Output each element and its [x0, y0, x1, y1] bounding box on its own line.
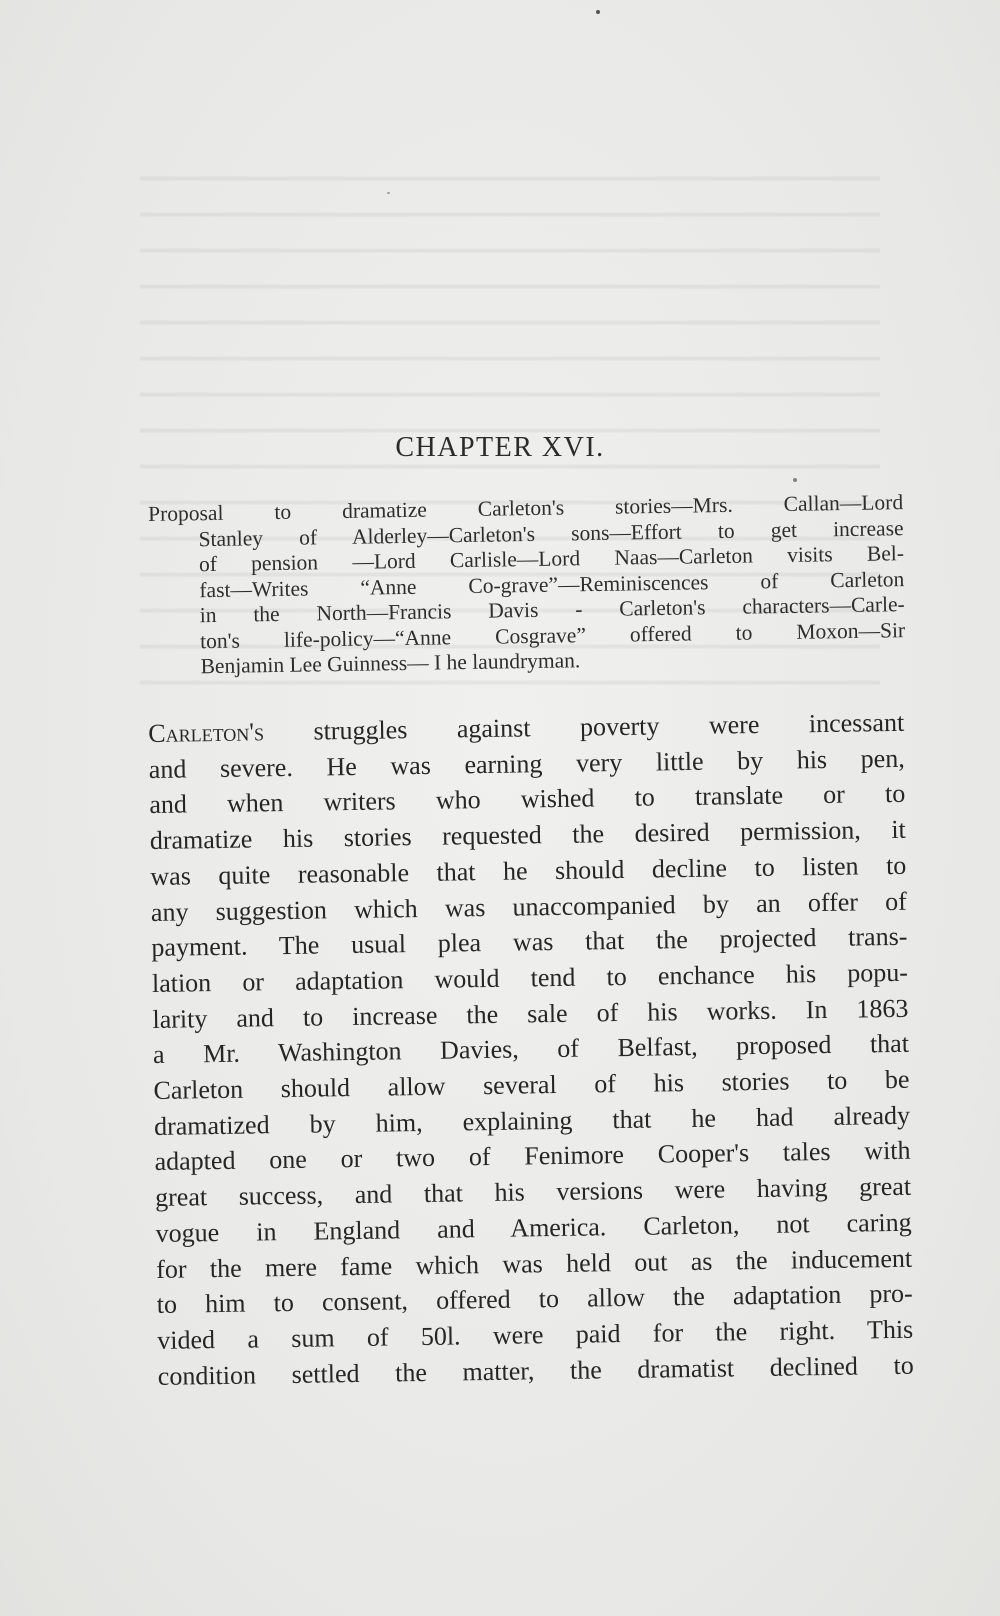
first-line-rest: struggles against poverty were incessant [263, 707, 905, 747]
body-line: payment. The usual plea was that the projected trans- [151, 921, 908, 963]
body-line: a Mr. Washington Davies, of Belfast, proposed that [152, 1029, 910, 1070]
body-line: vogue in England and America. Carleton, not caring [155, 1207, 912, 1248]
ink-speck [387, 192, 390, 194]
body-line: larity and to increase the sale of his works. In 1863 [152, 993, 909, 1034]
ink-speck [596, 10, 600, 14]
body-paragraph [148, 705, 914, 1394]
body-line: and severe. He was earning very little by his pen, [148, 743, 905, 784]
body-line: for the mere fame which was held out as the inducement [155, 1243, 913, 1284]
body-line: great success, and that his versions were having great [154, 1171, 912, 1213]
opening-word: Carleton's [148, 717, 265, 748]
body-line: vided a sum of 50l. were paid for the right. This [157, 1314, 914, 1355]
body-line: condition settled the matter, the dramatist declined to [157, 1350, 914, 1391]
body-line: any suggestion which was unaccompanied by an offer of [150, 886, 908, 927]
synopsis-line: Proposal to dramatize Carleton's stories—Mrs. Callan—Lord [148, 490, 904, 526]
synopsis-line: Stanley of Alderley—Carleton's sons—Effort to get increase [198, 515, 904, 551]
body-line: adapted one or two of Fenimore Cooper's tales with [154, 1136, 911, 1177]
synopsis-line: of pension —Lord Carlisle—Lord Naas—Carleton visits Bel- [198, 541, 905, 577]
synopsis-line: in the North—Francis Davis - Carleton's characters—Carle- [199, 592, 905, 628]
chapter-title: CHAPTER XVI. [395, 432, 605, 463]
body-line: lation or adaptation would tend to enchance his popu- [151, 957, 909, 998]
body-line: and when writers who wished to translate or to [149, 779, 906, 820]
ink-speck [793, 478, 797, 482]
body-line: dramatize his stories requested the desired permission, it [149, 814, 906, 856]
body-line: Carleton should allow several of his stories to be [153, 1064, 910, 1105]
synopsis-line: Benjamin Lee Guinness— I he laundryman. [200, 648, 581, 679]
chapter-synopsis [148, 490, 906, 680]
synopsis-line: fast—Writes “Anne Co-grave”—Reminiscences of Carleton [199, 566, 905, 602]
body-line: was quite reasonable that he should decline to listen to [150, 850, 907, 891]
synopsis-line: ton's life-policy—“Anne Cosgrave” offered to Moxon—Sir [199, 617, 906, 653]
body-line: dramatized by him, explaining that he had already [153, 1100, 911, 1141]
body-line: to him to consent, offered to allow the adaptation pro- [156, 1278, 913, 1320]
